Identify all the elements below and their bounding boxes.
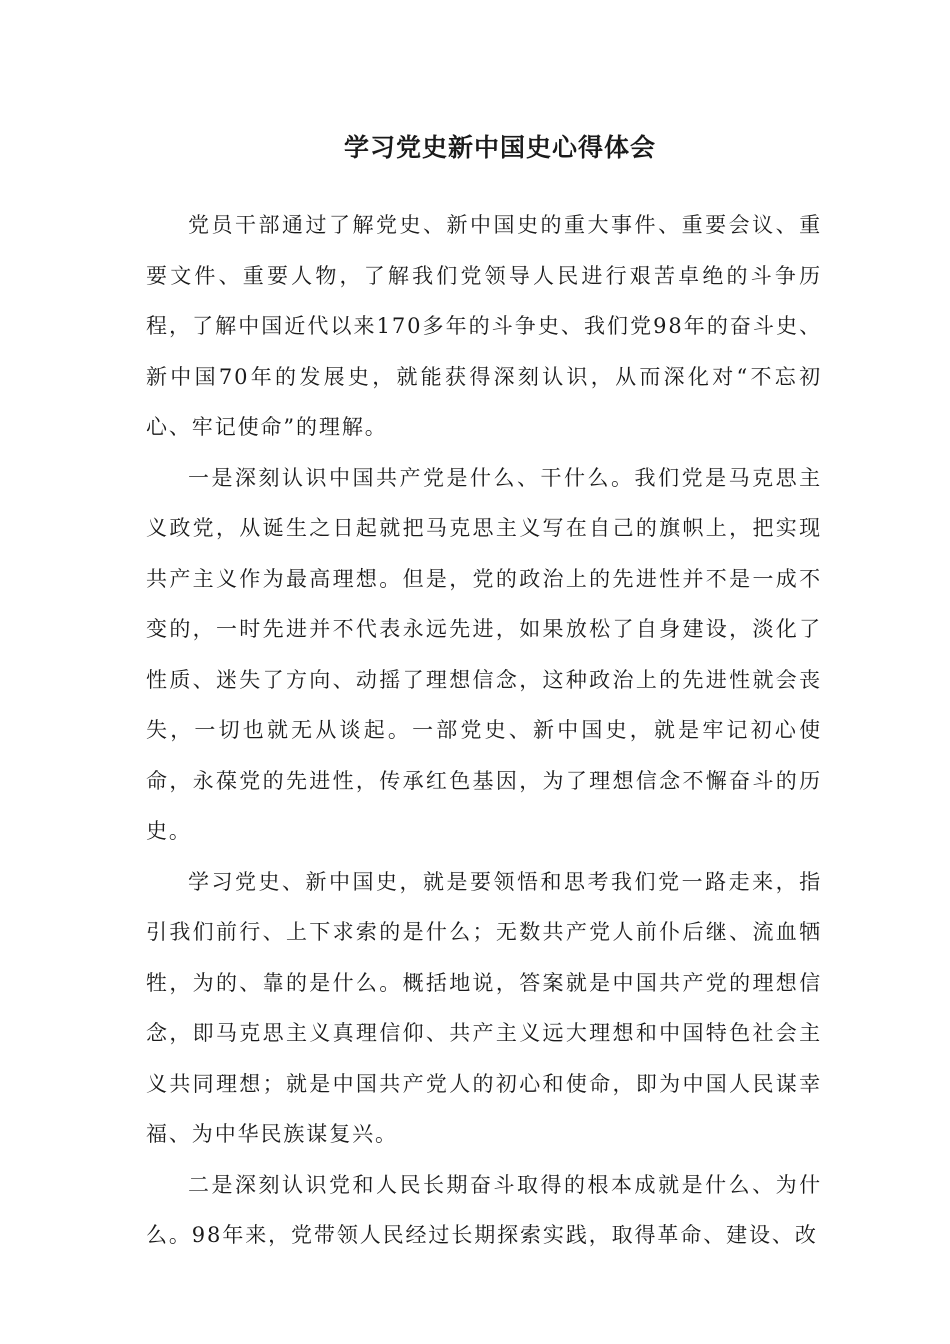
paragraph-study-meaning: 学习党史、新中国史，就是要领悟和思考我们党一路走来，指引我们前行、上下求索的是什么；无数共产党人前仆后继、流血牺牲，为的、靠的是什么。概括地说，答案就是中国共产党的理想信念，即马克思主义真理信仰、共产主义远大理想和中国特色社会主义共同理想；就是中国共产党人的初心和使命，即为中国人民谋幸福、为中华民族谋复兴。 xyxy=(146,869,822,1146)
paragraph-intro: 党员干部通过了解党史、新中国史的重大事件、重要会议、重要文件、重要人物，了解我们党领导人民进行艰苦卓绝的斗争历程，了解中国近代以来170多年的斗争史、我们党98年的奋斗史、新中国70年的发展史，就能获得深刻认识，从而深化对“不忘初心、牢记使命”的理解。 xyxy=(146,213,822,439)
paragraph-second-point: 二是深刻认识党和人民长期奋斗取得的根本成就是什么、为什么。98年来，党带领人民经过长期探索实践，取得革命、建设、改 xyxy=(146,1172,822,1247)
paragraph-first-point: 一是深刻认识中国共产党是什么、干什么。我们党是马克思主义政党，从诞生之日起就把马克思主义写在自己的旗帜上，把实现共产主义作为最高理想。但是，党的政治上的先进性并不是一成不变的，一时先进并不代表永远先进，如果放松了自身建设，淡化了性质、迷失了方向、动摇了理想信念，这种政治上的先进性就会丧失，一切也就无从谈起。一部党史、新中国史，就是牢记初心使命，永葆党的先进性，传承红色基因，为了理想信念不懈奋斗的历史。 xyxy=(146,465,822,843)
document-body xyxy=(146,200,822,1261)
document-title: 学习党史新中国史心得体会 xyxy=(343,133,656,162)
